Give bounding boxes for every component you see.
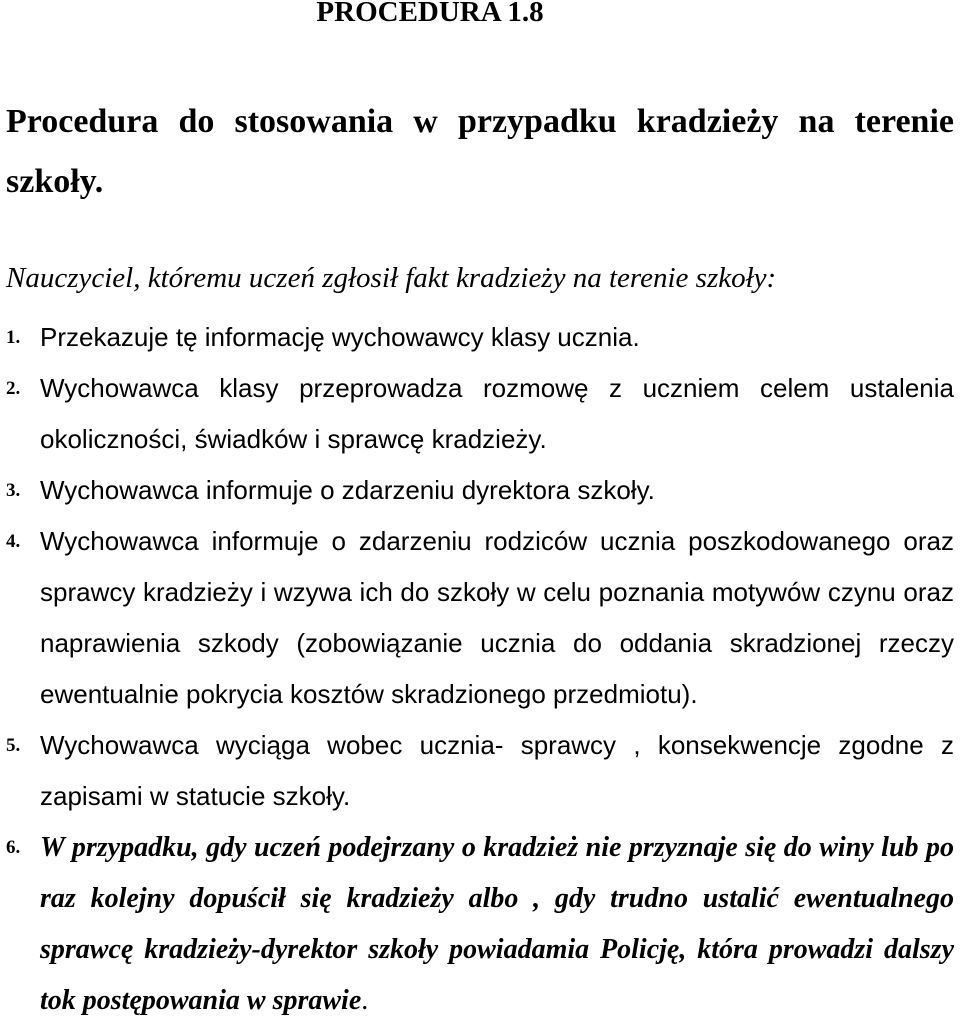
- list-item-number: 3.: [6, 480, 21, 501]
- list-item-3: [0, 465, 960, 516]
- list-item-text: Wychowawca informuje o zdarzeniu rodziców ucznia poszkodowanego oraz sprawcy kradzieży i wzywa ich do szkoły w celu poznania motywów czynu oraz naprawienia szkody (zobowiązanie ucznia do oddania skradzionej rzeczy ewentualnie pokrycia kosztów skradzionego przedmiotu).: [40, 526, 954, 709]
- list-item-5: [0, 720, 960, 822]
- list-item-text: Wychowawca informuje o zdarzeniu dyrektora szkoły.: [40, 475, 655, 505]
- list-item-number: 1.: [6, 327, 21, 348]
- intro-line: Nauczyciel, któremu uczeń zgłosił fakt kradzieży na terenie szkoły:: [6, 262, 777, 294]
- list-item-text: Wychowawca wyciąga wobec ucznia- sprawcy , konsekwencje zgodne z zapisami w statucie szkoły.: [40, 730, 954, 811]
- procedure-steps-list: [0, 312, 960, 1026]
- list-item-6: [0, 822, 960, 1026]
- list-item-4: [0, 516, 960, 720]
- list-item-text: Przekazuje tę informację wychowawcy klasy ucznia.: [40, 322, 640, 352]
- list-item-2: [0, 363, 960, 465]
- list-item-number: 4.: [6, 531, 21, 552]
- list-item-text: Wychowawca klasy przeprowadza rozmowę z uczniem celem ustalenia okoliczności, świadków i sprawcę kradzieży.: [40, 373, 954, 454]
- list-item-number: 2.: [6, 378, 21, 399]
- procedure-number-heading: PROCEDURA 1.8: [316, 0, 544, 28]
- list-item-1: [0, 312, 960, 363]
- document-title: Procedura do stosowania w przypadku kradzieży na terenie szkoły.: [6, 103, 954, 200]
- list-item-terminal-period: .: [361, 985, 369, 1016]
- list-item-number: 5.: [6, 735, 21, 756]
- list-item-text-emphasized: W przypadku, gdy uczeń podejrzany o kradzież nie przyznaje się do winy lub po raz kolejny dopuścił się kradzieży albo , gdy trudno ustalić ewentualnego sprawcę kradzieży-dyrektor szkoły powiadamia Policję, która prowadzi dalszy tok postępowania w sprawie: [40, 832, 954, 1016]
- list-item-number: 6.: [6, 837, 21, 858]
